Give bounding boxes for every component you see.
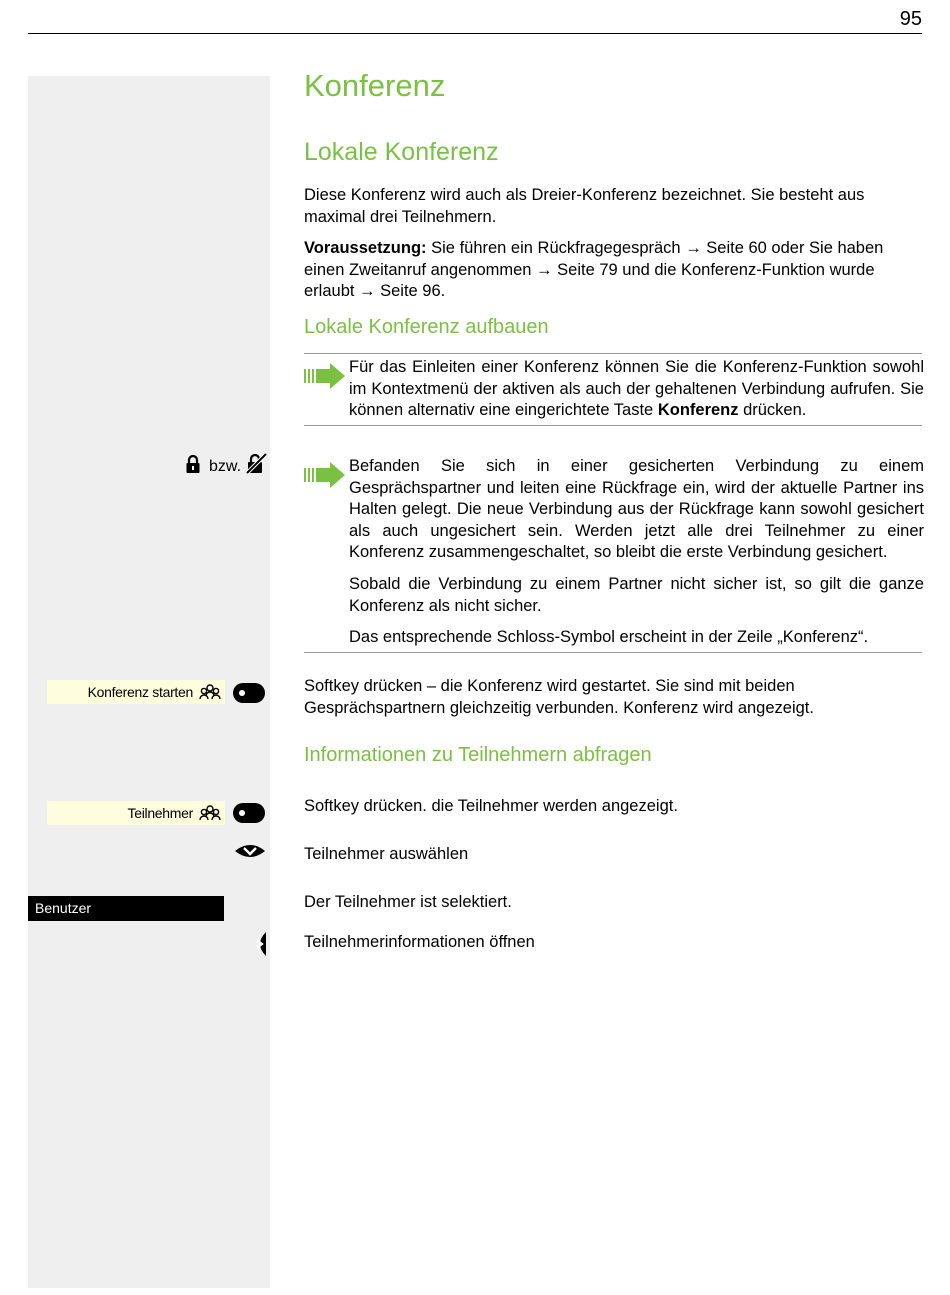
page-title: Konferenz xyxy=(304,68,446,103)
softkey-label-participants xyxy=(47,801,225,825)
step-selected-text: Der Teilnehmer ist selektiert. xyxy=(304,893,512,911)
note-security-paragraph-1: Befanden Sie sich in einer gesicherten Verbindung zu einem Gesprächspartner und leiten eine Rückfrage ein, wird der aktuelle Partner ins Halten gelegt. Die neue Verbindung aus der Rückfrage kann sowohl gesichert als auch ungesichert sein. Werden jetzt alle drei Teilnehmer zu einer Konferenz zusammengeschaltet, so bleibt die erste Verbindung gesichert. xyxy=(349,457,924,561)
note-setup-text xyxy=(349,357,924,422)
softkey-button-participants[interactable] xyxy=(233,803,265,823)
subsection-title-setup: Lokale Konferenz aufbauen xyxy=(304,316,549,338)
note-setup-text-part: Für das Einleiten einer Konferenz können Sie die Konferenz-Funktion sowohl im Kontextmenü der aktiven als auch der gehaltenen Verbindung aufrufen. Sie können alternativ eine eingerichtete Taste xyxy=(349,358,924,419)
step-conference-start-text: Softkey drücken – die Konferenz wird gestartet. Sie sind mit beiden Gesprächspartnern gleichzeitig verbunden. Konferenz wird angezeigt. xyxy=(304,677,814,717)
softkey-button-conference-start[interactable] xyxy=(233,683,265,703)
navigator-updown-icon[interactable] xyxy=(233,841,267,861)
note-arrow-icon xyxy=(304,462,346,488)
subsection-title-participants: Informationen zu Teilnehmern abfragen xyxy=(304,744,652,766)
intro-paragraph: Diese Konferenz wird auch als Dreier-Konferenz bezeichnet. Sie besteht aus maximal drei Teilnehmern. xyxy=(304,186,865,226)
conference-icon xyxy=(199,805,221,821)
note-rule-top xyxy=(304,353,922,354)
display-selected-entry: Benutzer xyxy=(28,896,224,921)
note-rule-bottom xyxy=(304,425,922,426)
unlock-icon xyxy=(245,452,269,474)
step-participants-text: Softkey drücken. die Teilnehmer werden angezeigt. xyxy=(304,797,678,815)
section-title: Lokale Konferenz xyxy=(304,138,499,166)
note-security-paragraph-2: Sobald die Verbindung zu einem Partner nicht sicher ist, so gilt die ganze Konferenz als nicht sicher. xyxy=(349,575,924,615)
note-security-paragraph-3: Das entsprechende Schloss-Symbol erscheint in der Zeile „Konferenz“. xyxy=(349,628,869,646)
note-arrow-icon xyxy=(304,363,346,389)
softkey-label-conference-start xyxy=(47,680,225,704)
header-rule xyxy=(28,33,922,34)
note-security-rule xyxy=(304,652,922,653)
note-setup-bold: Konferenz xyxy=(657,401,739,419)
prerequisite-label: Voraussetzung: xyxy=(304,239,427,257)
note-setup-text-end: drücken. xyxy=(738,401,807,419)
prerequisite-text: Sie führen ein Rückfragegespräch → Seite 60 oder Sie haben einen Zweitanruf angenommen → Seite 79 und die Konferenz-Funktion wurde erlaubt → Seite 96. xyxy=(304,239,884,300)
step-open-info-text: Teilnehmerinformationen öffnen xyxy=(304,933,535,951)
prerequisite-paragraph xyxy=(304,238,924,303)
softkey-label-text: Konferenz starten xyxy=(87,684,193,700)
softkey-label-text: Teilnehmer xyxy=(127,805,193,821)
conference-icon xyxy=(199,684,221,700)
security-or-label: bzw. xyxy=(209,458,242,475)
lock-icon xyxy=(185,455,201,473)
navigator-right-icon[interactable] xyxy=(252,931,268,957)
page-number: 95 xyxy=(899,8,922,30)
step-select-participant-text: Teilnehmer auswählen xyxy=(304,845,469,863)
